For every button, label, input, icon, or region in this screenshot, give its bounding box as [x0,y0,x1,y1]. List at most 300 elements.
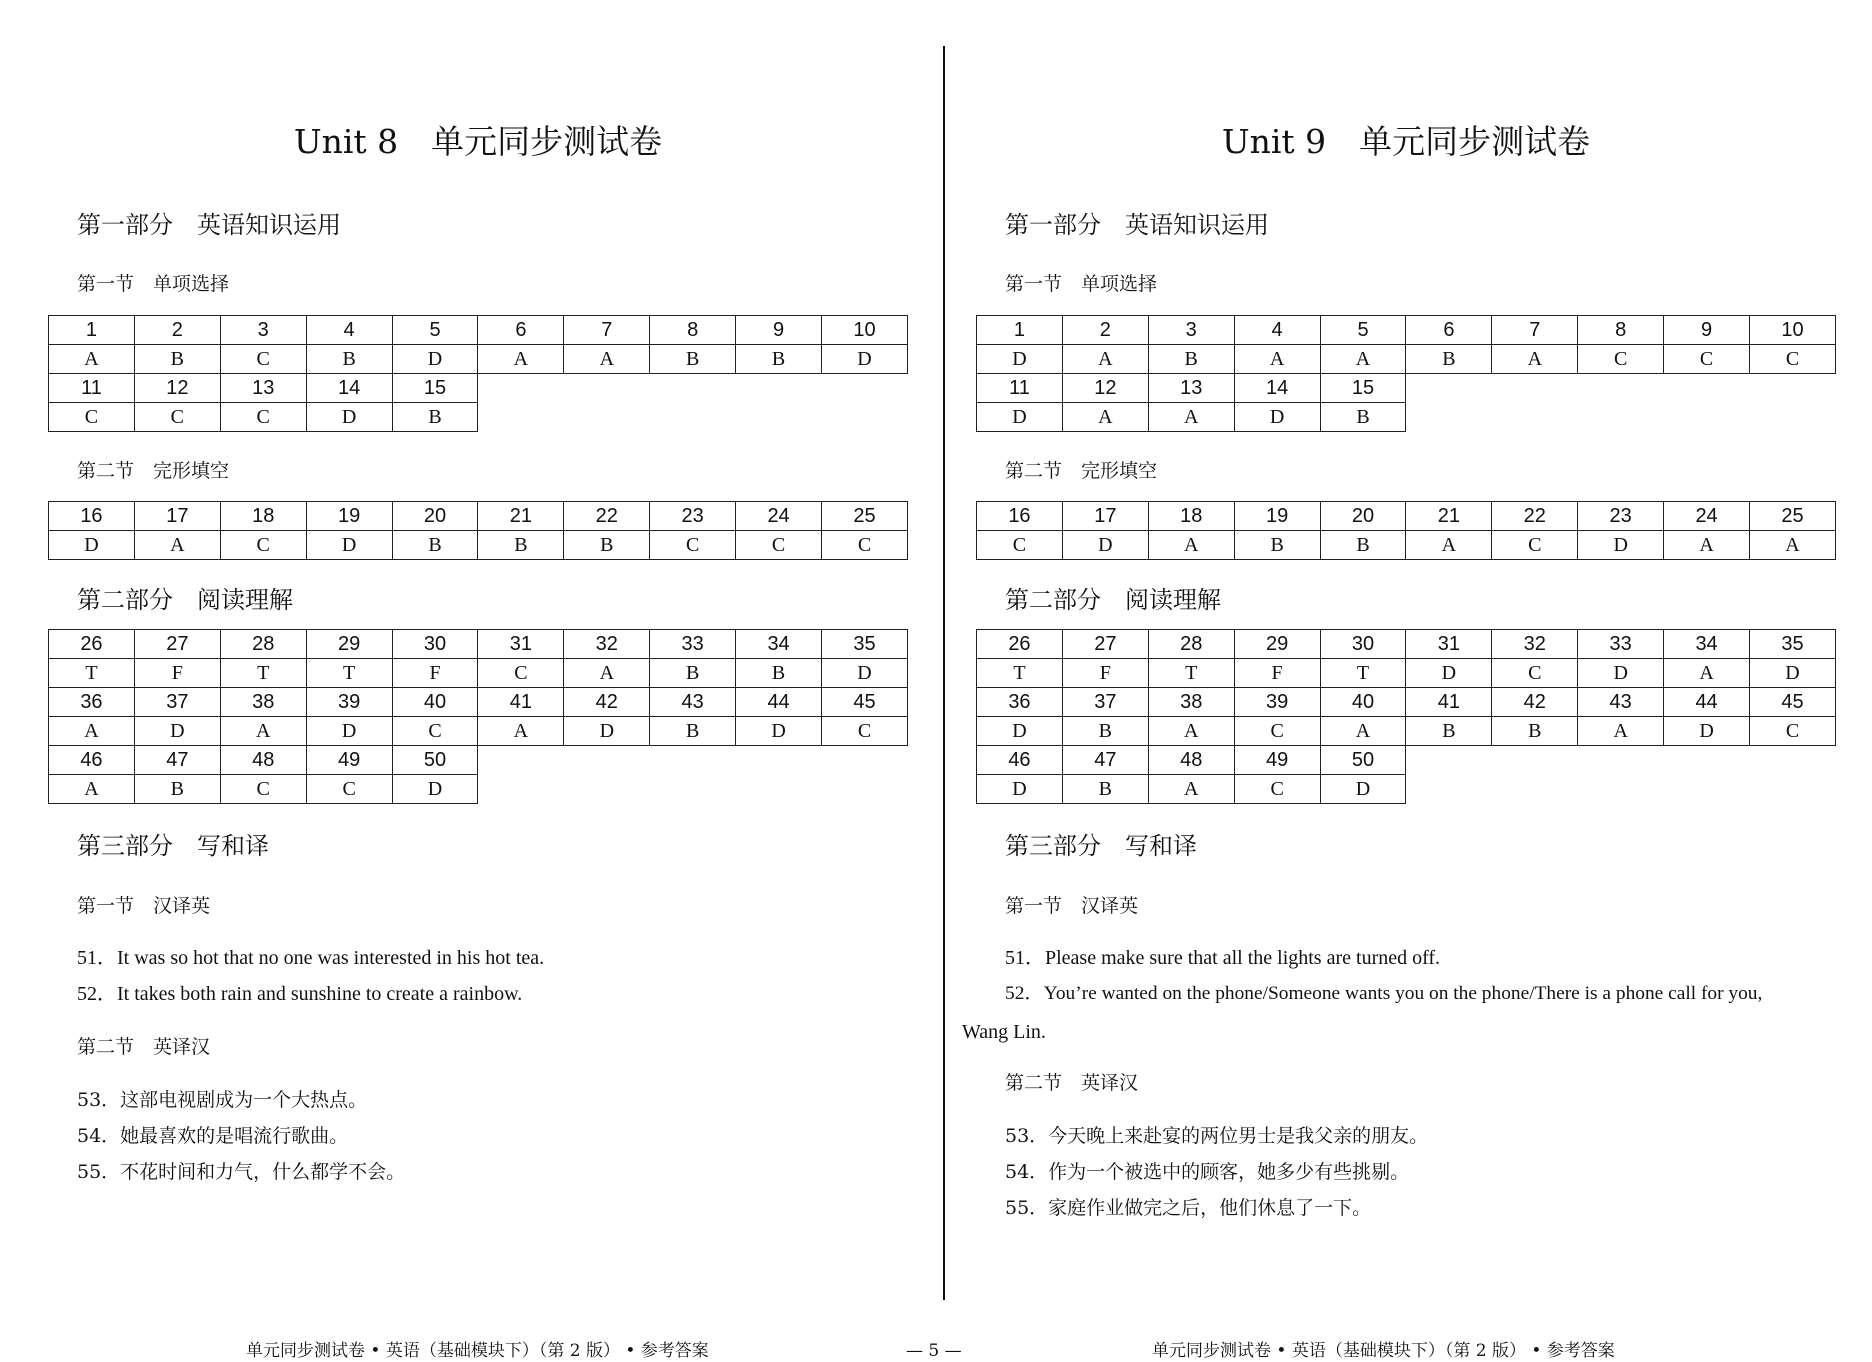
empty-cell [1406,775,1492,804]
question-number-cell: 28 [220,630,306,659]
question-number-cell: 8 [650,316,736,345]
answer-cell: B [1320,403,1406,432]
answer-54: 54．她最喜欢的是唱流行歌曲。 [77,1125,349,1147]
question-number-cell: 15 [1320,374,1406,403]
answer-cell: A [1664,659,1750,688]
question-number-cell: 9 [1664,316,1750,345]
answer-55: 55．家庭作业做完之后，他们休息了一下。 [1005,1197,1372,1219]
answer-cell: A [134,531,220,560]
answer-cell: F [134,659,220,688]
question-number-cell: 43 [650,688,736,717]
empty-cell [1578,374,1664,403]
answer-cell: B [650,345,736,374]
answer-cell: C [392,717,478,746]
answer-row [49,531,908,560]
empty-cell [1750,746,1836,775]
question-number-cell: 1 [49,316,135,345]
answer-cell: A [564,659,650,688]
question-number-cell: 29 [306,630,392,659]
question-number-cell: 49 [306,746,392,775]
answer-cell: D [736,717,822,746]
answer-cell: C [220,403,306,432]
answer-cell: D [977,775,1063,804]
question-number-cell: 29 [1234,630,1320,659]
question-number-cell: 40 [1320,688,1406,717]
answer-cell: B [564,531,650,560]
question-number-cell: 19 [306,502,392,531]
question-number-row [49,502,908,531]
empty-cell [650,746,736,775]
question-number-cell: 48 [220,746,306,775]
question-number-cell: 17 [1062,502,1148,531]
footer-left: 单元同步测试卷 • 英语（基础模块下）（第 2 版） • 参考答案 [246,1341,709,1361]
question-number-row [977,688,1836,717]
empty-cell [650,775,736,804]
part1-heading: 第一部分 英语知识运用 [1005,211,1269,239]
answer-grid-reading [976,629,1836,804]
answer-cell: A [1664,531,1750,560]
question-number-row [49,746,908,775]
answer-cell: D [306,717,392,746]
empty-cell [1406,746,1492,775]
answer-cell: A [1062,403,1148,432]
question-number-cell: 3 [220,316,306,345]
answer-row [977,659,1836,688]
question-number-row [977,746,1836,775]
answer-cell: D [1320,775,1406,804]
question-number-cell: 31 [1406,630,1492,659]
question-number-cell: 13 [220,374,306,403]
question-number-cell: 22 [564,502,650,531]
section-cn-to-en: 第一节 汉译英 [77,895,211,917]
answer-cell: C [1664,345,1750,374]
question-number-cell: 10 [1750,316,1836,345]
answer-52: 52．It takes both rain and sunshine to create a rainbow. [77,983,523,1005]
answer-row [977,531,1836,560]
question-number-row [977,374,1836,403]
answer-grid-single-choice [48,315,908,432]
answer-cell: C [650,531,736,560]
empty-cell [1750,374,1836,403]
question-number-cell: 39 [1234,688,1320,717]
empty-cell [1664,746,1750,775]
question-number-row [977,630,1836,659]
answer-cell: C [1578,345,1664,374]
answer-cell: B [134,775,220,804]
question-number-row [49,374,908,403]
question-number-cell: 16 [49,502,135,531]
question-number-cell: 38 [1148,688,1234,717]
question-number-cell: 27 [134,630,220,659]
answer-grid-cloze [976,501,1836,560]
question-number-cell: 22 [1492,502,1578,531]
empty-cell [822,374,908,403]
empty-cell [478,775,564,804]
answer-cell: B [478,531,564,560]
empty-cell [1664,775,1750,804]
empty-cell [650,403,736,432]
empty-cell [822,746,908,775]
answer-cell: A [564,345,650,374]
answer-cell: T [306,659,392,688]
answer-cell: T [1320,659,1406,688]
answer-grid-reading [48,629,908,804]
answer-cell: A [1148,775,1234,804]
question-number-cell: 42 [564,688,650,717]
question-number-cell: 36 [49,688,135,717]
answer-cell: C [736,531,822,560]
question-number-cell: 43 [1578,688,1664,717]
answer-cell: F [1062,659,1148,688]
answer-cell: C [977,531,1063,560]
answer-cell: A [1234,345,1320,374]
question-number-cell: 28 [1148,630,1234,659]
section-single-choice: 第一节 单项选择 [77,273,230,295]
question-number-row [49,630,908,659]
empty-cell [1578,403,1664,432]
answer-cell: A [1320,345,1406,374]
answer-cell: D [977,717,1063,746]
empty-cell [1406,403,1492,432]
answer-cell: C [134,403,220,432]
answer-cell: A [1148,717,1234,746]
answer-cell: C [822,531,908,560]
empty-cell [1750,775,1836,804]
answer-52-continued: Wang Lin. [962,1021,1046,1043]
empty-cell [1406,374,1492,403]
answer-cell: D [977,403,1063,432]
empty-cell [822,775,908,804]
empty-cell [1492,746,1578,775]
answer-cell: B [306,345,392,374]
question-number-cell: 12 [1062,374,1148,403]
answer-row [49,659,908,688]
empty-cell [1492,775,1578,804]
answer-cell: A [1320,717,1406,746]
answer-cell: D [134,717,220,746]
answer-cell: B [650,717,736,746]
footer-right: 单元同步测试卷 • 英语（基础模块下）（第 2 版） • 参考答案 [1152,1341,1615,1361]
answer-cell: F [1234,659,1320,688]
question-number-cell: 33 [1578,630,1664,659]
answer-cell: F [392,659,478,688]
question-number-cell: 47 [134,746,220,775]
answer-cell: D [977,345,1063,374]
question-number-cell: 26 [977,630,1063,659]
question-number-cell: 16 [977,502,1063,531]
question-number-cell: 35 [822,630,908,659]
answer-cell: B [1234,531,1320,560]
empty-cell [650,374,736,403]
answer-cell: D [1234,403,1320,432]
question-number-cell: 2 [134,316,220,345]
question-number-cell: 8 [1578,316,1664,345]
part3-heading: 第三部分 写和译 [77,832,269,860]
unit9-title: Unit 9 单元同步测试卷 [1221,122,1591,161]
answer-cell: B [650,659,736,688]
question-number-cell: 31 [478,630,564,659]
answer-cell: D [1406,659,1492,688]
empty-cell [1664,374,1750,403]
answer-51: 51．It was so hot that no one was interested in his hot tea. [77,947,545,969]
question-number-cell: 42 [1492,688,1578,717]
empty-cell [736,775,822,804]
question-number-row [49,316,908,345]
answer-cell: B [392,403,478,432]
answer-cell: B [1406,717,1492,746]
question-number-cell: 6 [478,316,564,345]
answer-cell: A [1492,345,1578,374]
question-number-cell: 25 [1750,502,1836,531]
answer-cell: D [392,775,478,804]
empty-cell [736,403,822,432]
question-number-cell: 19 [1234,502,1320,531]
answer-cell: A [478,717,564,746]
question-number-cell: 38 [220,688,306,717]
question-number-cell: 24 [1664,502,1750,531]
answer-cell: D [564,717,650,746]
answer-cell: D [1664,717,1750,746]
question-number-cell: 11 [977,374,1063,403]
answer-cell: A [49,775,135,804]
answer-row [49,717,908,746]
question-number-cell: 17 [134,502,220,531]
question-number-cell: 3 [1148,316,1234,345]
answer-cell: C [478,659,564,688]
question-number-cell: 46 [49,746,135,775]
part3-heading: 第三部分 写和译 [1005,832,1197,860]
answer-cell: D [822,345,908,374]
empty-cell [1750,403,1836,432]
answer-cell: T [220,659,306,688]
question-number-cell: 7 [564,316,650,345]
question-number-cell: 10 [822,316,908,345]
question-number-cell: 20 [392,502,478,531]
question-number-cell: 9 [736,316,822,345]
answer-cell: A [1148,403,1234,432]
question-number-cell: 45 [822,688,908,717]
section-single-choice: 第一节 单项选择 [1005,273,1158,295]
part2-heading: 第二部分 阅读理解 [1005,586,1221,614]
answer-53: 53．今天晚上来赴宴的两位男士是我父亲的朋友。 [1005,1125,1429,1147]
answer-cell: A [220,717,306,746]
answer-row [977,775,1836,804]
part1-heading: 第一部分 英语知识运用 [77,211,341,239]
answer-cell: C [1492,531,1578,560]
empty-cell [1492,403,1578,432]
answer-cell: C [1750,717,1836,746]
answer-cell: C [1750,345,1836,374]
empty-cell [736,746,822,775]
question-number-cell: 20 [1320,502,1406,531]
unit8-title: Unit 8 单元同步测试卷 [293,122,663,161]
answer-cell: B [1148,345,1234,374]
question-number-cell: 37 [134,688,220,717]
answer-55: 55．不花时间和力气，什么都学不会。 [77,1161,406,1183]
answer-grid-cloze [48,501,908,560]
question-number-cell: 39 [306,688,392,717]
question-number-cell: 45 [1750,688,1836,717]
answer-cell: D [822,659,908,688]
answer-cell: C [306,775,392,804]
answer-cell: D [49,531,135,560]
question-number-row [977,316,1836,345]
question-number-cell: 33 [650,630,736,659]
page-number: — 5 — [906,1341,962,1361]
answer-cell: B [392,531,478,560]
empty-cell [564,775,650,804]
question-number-cell: 27 [1062,630,1148,659]
answer-row [977,345,1836,374]
question-number-cell: 50 [392,746,478,775]
question-number-cell: 14 [306,374,392,403]
question-number-row [977,502,1836,531]
answer-cell: B [1492,717,1578,746]
question-number-cell: 48 [1148,746,1234,775]
answer-cell: D [1062,531,1148,560]
question-number-cell: 40 [392,688,478,717]
answer-grid-single-choice [976,315,1836,432]
answer-row [977,403,1836,432]
empty-cell [736,374,822,403]
empty-cell [564,403,650,432]
answer-row [49,345,908,374]
empty-cell [478,746,564,775]
answer-cell: D [1578,531,1664,560]
question-number-cell: 21 [478,502,564,531]
answer-cell: B [736,659,822,688]
part2-heading: 第二部分 阅读理解 [77,586,293,614]
question-number-cell: 18 [1148,502,1234,531]
answer-cell: A [1750,531,1836,560]
column-divider [943,46,945,1300]
answer-cell: T [977,659,1063,688]
answer-cell: D [1750,659,1836,688]
question-number-cell: 34 [736,630,822,659]
question-number-cell: 23 [1578,502,1664,531]
question-number-row [49,688,908,717]
question-number-cell: 5 [392,316,478,345]
answer-cell: T [1148,659,1234,688]
empty-cell [822,403,908,432]
section-cloze: 第二节 完形填空 [77,460,230,482]
question-number-cell: 14 [1234,374,1320,403]
empty-cell [1492,374,1578,403]
answer-cell: D [1578,659,1664,688]
answer-cell: C [220,775,306,804]
question-number-cell: 11 [49,374,135,403]
question-number-cell: 46 [977,746,1063,775]
question-number-cell: 7 [1492,316,1578,345]
question-number-cell: 32 [564,630,650,659]
answer-52: 52．You’re wanted on the phone/Someone wants you on the phone/There is a phone call for you, [1005,983,1763,1004]
section-cloze: 第二节 完形填空 [1005,460,1158,482]
question-number-cell: 4 [1234,316,1320,345]
question-number-cell: 24 [736,502,822,531]
empty-cell [564,374,650,403]
question-number-cell: 30 [392,630,478,659]
answer-cell: C [1234,717,1320,746]
answer-54: 54．作为一个被选中的顾客，她多少有些挑剔。 [1005,1161,1410,1183]
answer-cell: A [478,345,564,374]
question-number-cell: 13 [1148,374,1234,403]
question-number-cell: 6 [1406,316,1492,345]
empty-cell [564,746,650,775]
answer-cell: C [220,345,306,374]
empty-cell [478,374,564,403]
answer-cell: A [1578,717,1664,746]
answer-cell: C [1234,775,1320,804]
section-cn-to-en: 第一节 汉译英 [1005,895,1139,917]
answer-cell: D [306,403,392,432]
answer-cell: B [1062,717,1148,746]
answer-cell: A [1062,345,1148,374]
question-number-cell: 49 [1234,746,1320,775]
answer-51: 51．Please make sure that all the lights are turned off. [1005,947,1441,969]
question-number-cell: 32 [1492,630,1578,659]
answer-cell: D [306,531,392,560]
answer-row [49,403,908,432]
answer-cell: B [736,345,822,374]
question-number-cell: 44 [1664,688,1750,717]
question-number-cell: 5 [1320,316,1406,345]
answer-cell: C [49,403,135,432]
answer-row [49,775,908,804]
question-number-cell: 36 [977,688,1063,717]
question-number-cell: 37 [1062,688,1148,717]
question-number-cell: 41 [478,688,564,717]
question-number-cell: 47 [1062,746,1148,775]
answer-cell: B [1406,345,1492,374]
empty-cell [1578,746,1664,775]
question-number-cell: 26 [49,630,135,659]
question-number-cell: 44 [736,688,822,717]
answer-row [977,717,1836,746]
section-en-to-cn: 第二节 英译汉 [77,1036,211,1058]
empty-cell [478,403,564,432]
question-number-cell: 25 [822,502,908,531]
answer-53: 53．这部电视剧成为一个大热点。 [77,1089,368,1111]
question-number-cell: 41 [1406,688,1492,717]
answer-cell: A [49,717,135,746]
question-number-cell: 18 [220,502,306,531]
answer-cell: T [49,659,135,688]
answer-cell: B [1320,531,1406,560]
answer-cell: C [1492,659,1578,688]
answer-cell: B [1062,775,1148,804]
section-en-to-cn: 第二节 英译汉 [1005,1072,1139,1094]
answer-cell: C [822,717,908,746]
answer-cell: A [1148,531,1234,560]
answer-cell: A [49,345,135,374]
question-number-cell: 15 [392,374,478,403]
question-number-cell: 50 [1320,746,1406,775]
question-number-cell: 35 [1750,630,1836,659]
answer-cell: B [134,345,220,374]
answer-cell: A [1406,531,1492,560]
question-number-cell: 1 [977,316,1063,345]
answer-cell: D [392,345,478,374]
answer-cell: C [220,531,306,560]
question-number-cell: 2 [1062,316,1148,345]
question-number-cell: 4 [306,316,392,345]
question-number-cell: 30 [1320,630,1406,659]
question-number-cell: 21 [1406,502,1492,531]
question-number-cell: 34 [1664,630,1750,659]
question-number-cell: 12 [134,374,220,403]
empty-cell [1664,403,1750,432]
empty-cell [1578,775,1664,804]
